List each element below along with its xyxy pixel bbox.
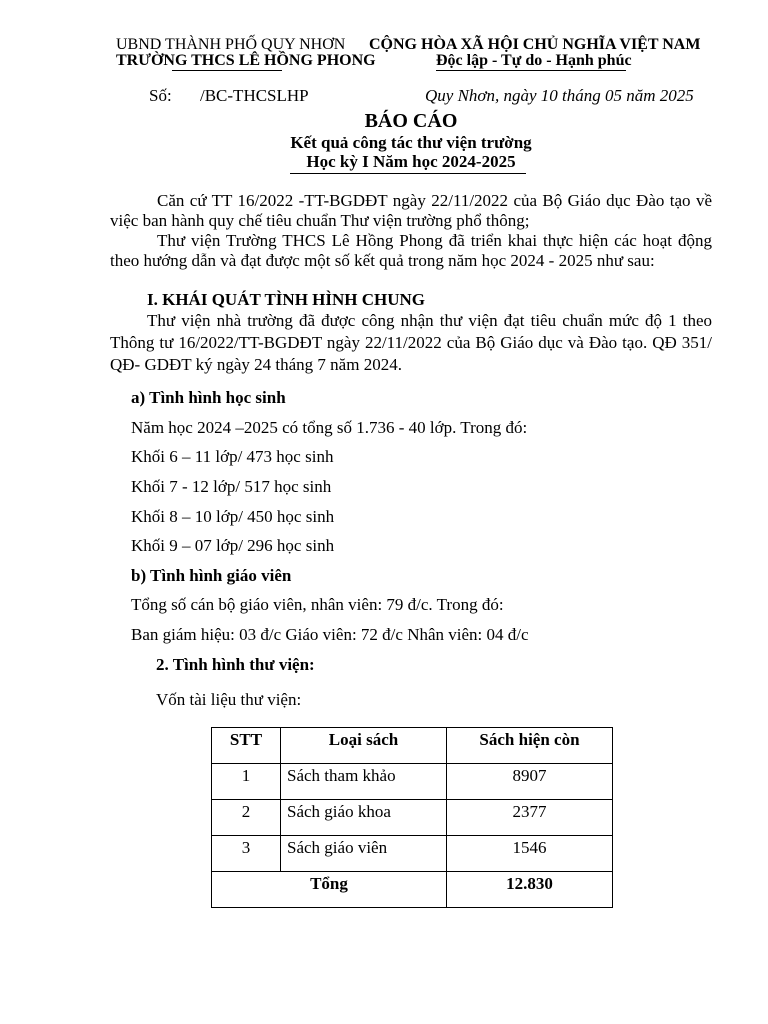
total-label: Tổng: [212, 872, 447, 908]
table-total-row: [212, 872, 613, 908]
total-value: 12.830: [447, 872, 613, 908]
header-motto-underline: [436, 70, 626, 71]
row-stt: 2: [212, 800, 281, 836]
table-header-row: [212, 728, 613, 764]
intro-paragraph-2: Thư viện Trường THCS Lê Hồng Phong đã triển khai thực hiện các hoạt động theo hướng dẫn và đạt được một số kết quả trong năm học 2024 - 2025 như sau:: [110, 231, 712, 270]
section-1-paragraph: Thư viện nhà trường đã được công nhận thư viện đạt tiêu chuẩn mức độ 1 theo Thông tư 16/2022/TT-BGDĐT ngày 22/11/2022 của Bộ Giáo dục và Đào tạo. QĐ 351/ QĐ- GDĐT ký ngày 24 tháng 7 năm 2024.: [110, 311, 712, 374]
doc-subtitle: Kết quả công tác thư viện trường: [290, 133, 532, 152]
table-row: [212, 764, 613, 800]
header-school: TRƯỜNG THCS LÊ HỒNG PHONG: [116, 52, 376, 69]
row-stt: 3: [212, 836, 281, 872]
row-books-remaining: 8907: [447, 764, 613, 800]
grade-7-line: Khối 7 - 12 lớp/ 517 học sinh: [131, 477, 332, 496]
teachers-detail: Ban giám hiệu: 03 đ/c Giáo viên: 72 đ/c Nhân viên: 04 đ/c: [131, 625, 529, 644]
header-nation: CỘNG HÒA XÃ HỘI CHỦ NGHĨA VIỆT NAM: [369, 36, 701, 53]
library-table: [211, 727, 613, 908]
library-intro: Vốn tài liệu thư viện:: [156, 690, 302, 709]
students-summary: Năm học 2024 –2025 có tổng số 1.736 - 40 lớp. Trong đó:: [131, 418, 528, 437]
header-school-underline: [172, 70, 282, 71]
grade-6-line: Khối 6 – 11 lớp/ 473 học sinh: [131, 447, 334, 466]
table-row: [212, 836, 613, 872]
row-book-type: Sách giáo viên: [281, 836, 447, 872]
row-book-type: Sách giáo khoa: [281, 800, 447, 836]
grade-8-line: Khối 8 – 10 lớp/ 450 học sinh: [131, 507, 335, 526]
grade-9-line: Khối 9 – 07 lớp/ 296 học sinh: [131, 536, 335, 555]
students-heading: a) Tình hình học sinh: [131, 388, 286, 407]
teachers-heading: b) Tình hình giáo viên: [131, 566, 292, 585]
row-book-type: Sách tham khảo: [281, 764, 447, 800]
row-books-remaining: 2377: [447, 800, 613, 836]
intro-paragraph-1: Căn cứ TT 16/2022 -TT-BGDĐT ngày 22/11/2022 của Bộ Giáo dục Đào tạo về việc ban hành quy chế tiêu chuẩn Thư viện trường phổ thông;: [110, 191, 712, 230]
column-header-book-type: Loại sách: [281, 728, 447, 764]
doc-number: /BC-THCSLHP: [200, 86, 309, 105]
library-heading: 2. Tình hình thư viện:: [156, 655, 315, 674]
column-header-books-remaining: Sách hiện còn: [447, 728, 613, 764]
doc-title: BÁO CÁO: [364, 110, 458, 132]
column-header-stt: STT: [212, 728, 281, 764]
title-underline: [290, 173, 526, 174]
section-1-heading: I. KHÁI QUÁT TÌNH HÌNH CHUNG: [147, 290, 426, 309]
row-stt: 1: [212, 764, 281, 800]
teachers-summary: Tổng số cán bộ giáo viên, nhân viên: 79 đ/c. Trong đó:: [131, 595, 504, 614]
header-motto: Độc lập - Tự do - Hạnh phúc: [436, 52, 632, 69]
table-row: [212, 800, 613, 836]
doc-subtitle-term: Học kỳ I Năm học 2024-2025: [306, 152, 516, 171]
doc-number-label: Số:: [149, 86, 172, 105]
header-authority: UBND THÀNH PHỐ QUY NHƠN: [116, 36, 346, 53]
row-books-remaining: 1546: [447, 836, 613, 872]
place-date: Quy Nhơn, ngày 10 tháng 05 năm 2025: [425, 86, 694, 105]
